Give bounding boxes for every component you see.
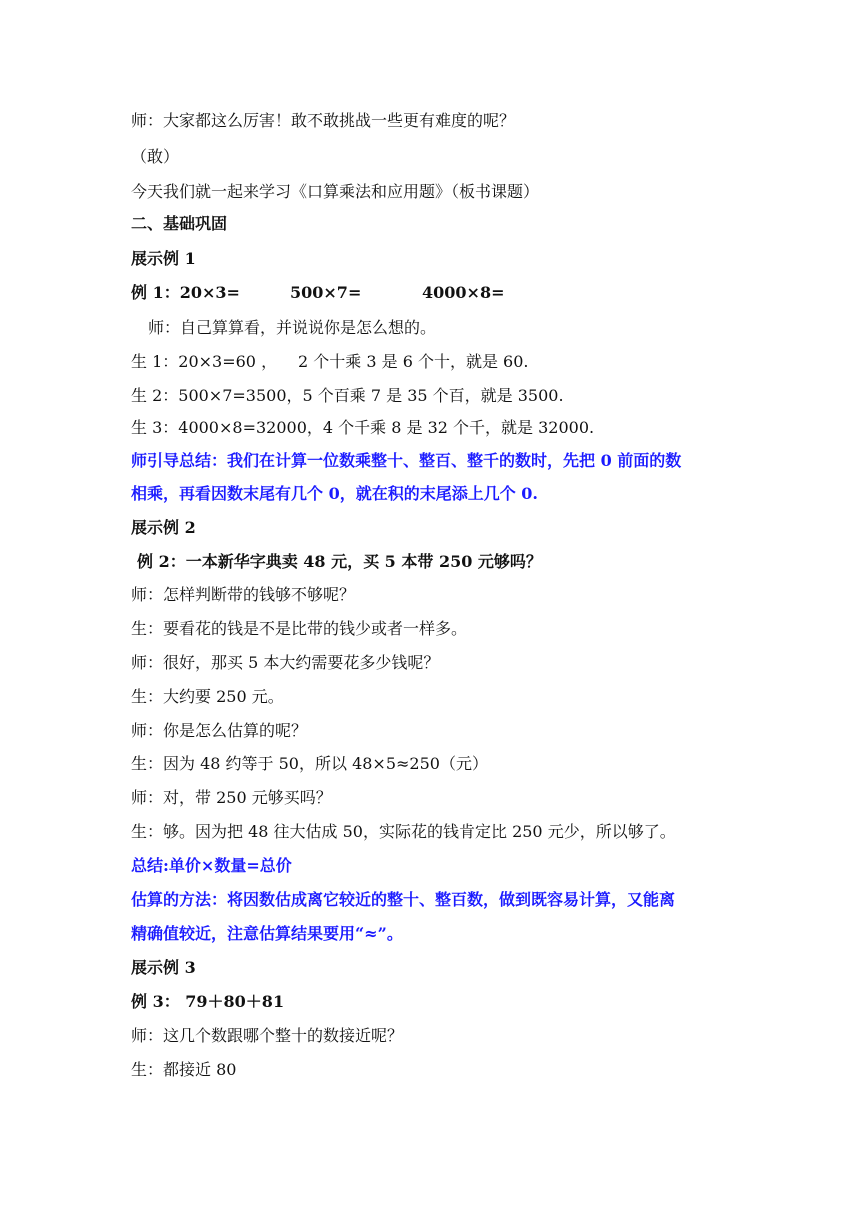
teacher-line: 师：很好，那买 5 本大约需要花多少钱呢？ (131, 653, 440, 672)
example-1-expr-a: 例 1：20×3= (131, 283, 240, 302)
example-1-expr-c: 4000×8= (422, 283, 505, 302)
teacher-line: 师：大家都这么厉害！敢不敢挑战一些更有难度的呢？ (131, 111, 516, 130)
section-heading: 二、基础巩固 (131, 214, 228, 233)
student-line: 生 3：4000×8=32000，4 个千乘 8 是 32 个千，就是 32000. (131, 418, 595, 437)
teacher-line: 师：自己算算看，并说说你是怎么想的。 (148, 318, 437, 337)
estimation-method: 精确值较近，注意估算结果要用“≈”。 (131, 924, 403, 943)
example-title: 展示例 1 (131, 249, 196, 268)
lesson-intro: 今天我们就一起来学习《口算乘法和应用题》（板书课题） (131, 182, 540, 201)
student-line: 生 1：20×3=60 ， (131, 352, 278, 371)
student-line: 生 2：500×7=3500，5 个百乘 7 是 35 个百，就是 3500. (131, 386, 564, 405)
student-line-explanation: 2 个十乘 3 是 6 个十，就是 60. (298, 352, 529, 371)
example-1-expr-b: 500×7= (290, 283, 362, 302)
example-3-expr: 例 3： 79＋80＋81 (131, 992, 285, 1011)
teacher-line: 师：对，带 250 元够买吗？ (131, 788, 332, 807)
student-line: 生：大约要 250 元。 (131, 687, 284, 706)
example-title: 展示例 3 (131, 958, 196, 977)
formula-summary: 总结:单价×数量=总价 (131, 856, 292, 875)
example-2-problem: 例 2：一本新华字典卖 48 元，买 5 本带 250 元够吗？ (137, 552, 542, 571)
teacher-line: 师：你是怎么估算的呢？ (131, 721, 308, 740)
teacher-line: 师：怎样判断带的钱够不够呢？ (131, 585, 356, 604)
summary-line: 相乘，再看因数末尾有几个 0，就在积的末尾添上几个 0. (131, 484, 538, 503)
summary-line: 师引导总结：我们在计算一位数乘整十、整百、整千的数时，先把 0 前面的数 (131, 451, 682, 470)
example-title: 展示例 2 (131, 518, 196, 537)
student-line: 生：要看花的钱是不是比带的钱少或者一样多。 (131, 619, 468, 638)
teacher-line: 师：这几个数跟哪个整十的数接近呢？ (131, 1026, 404, 1045)
estimation-method: 估算的方法：将因数估成离它较近的整十、整百数，做到既容易计算，又能离 (131, 890, 676, 909)
student-response: （敢） (131, 147, 180, 166)
student-line: 生：因为 48 约等于 50，所以 48×5≈250（元） (131, 754, 488, 773)
student-line: 生：都接近 80 (131, 1060, 237, 1079)
student-line: 生：够。因为把 48 往大估成 50，实际花的钱肯定比 250 元少，所以够了。 (131, 822, 676, 841)
